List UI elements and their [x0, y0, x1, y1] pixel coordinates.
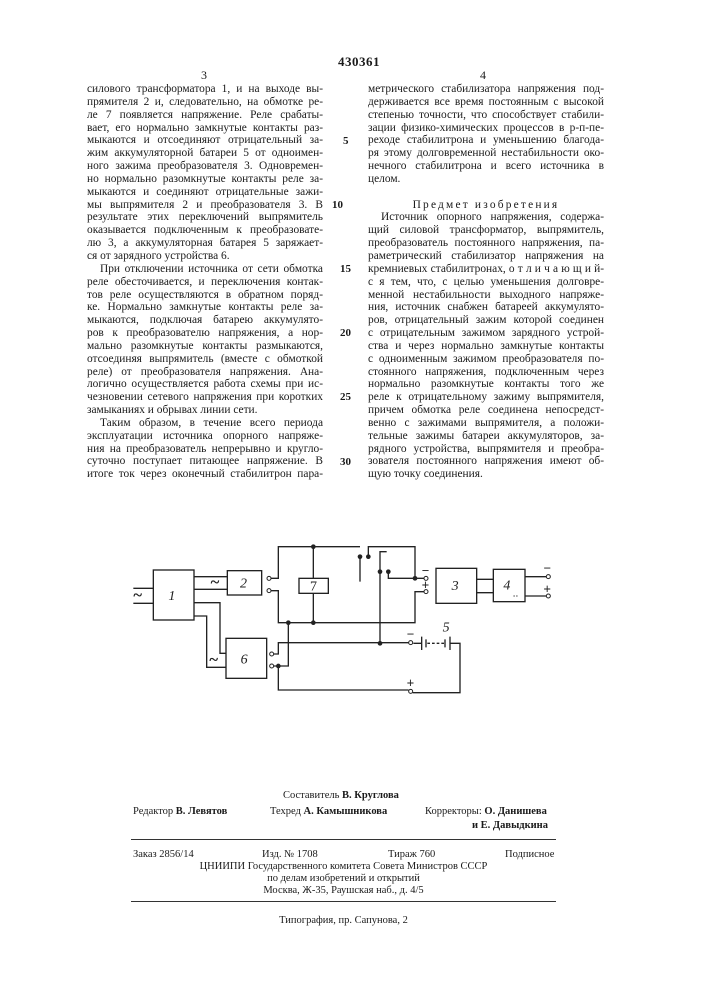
block-label: 6: [241, 652, 248, 667]
text-line: реле к отрицательному зажиму выпрямителя,: [368, 391, 604, 404]
text-line: тов реле осуществляются в обратном поряд-: [87, 289, 323, 302]
editor-label: Редактор: [133, 806, 173, 817]
text-line: менной нестабильности выходного напряже-: [368, 289, 604, 302]
line-number: 20: [340, 327, 351, 339]
text-line: итоге ток через оконечный стабилитрон пара-: [87, 468, 323, 481]
compiler-name: В. Круглова: [342, 790, 399, 801]
plus-sign: +: [543, 581, 551, 596]
text-line: с я тем, что, с целью уменьшения долговре-: [368, 276, 604, 289]
text-line: ся от зарядного устройства 6.: [87, 250, 323, 263]
printer: Типография, пр. Сапунова, 2: [131, 915, 556, 926]
text-line: степенью точности, что способствует стабили-: [368, 109, 604, 122]
text-line: реходе стабилитрона и уменьшению благода-: [368, 134, 604, 147]
block-label: 3: [451, 579, 459, 594]
text-line: тельные зажимы батареи аккумуляторов, за-: [368, 430, 604, 443]
text-line: суточно поступает питающее напряжение. В: [87, 455, 323, 468]
patent-number: 430361: [338, 54, 380, 70]
block-label: 2: [240, 576, 247, 591]
page-number-left: 3: [201, 68, 207, 83]
correctors-label: Корректоры:: [425, 806, 482, 817]
text-line: ров к преобразователю напряжения, а нор-: [87, 327, 323, 340]
line-number: 5: [343, 135, 349, 147]
text-line: преобразователь постоянного напряжения, па-: [368, 237, 604, 250]
text-line: ния, источник снабжен батареей аккумулято-: [368, 301, 604, 314]
minus-sign: −: [543, 561, 551, 576]
text-line: замыканиях и обрывах линии сети.: [87, 404, 323, 417]
text-line: вает, его нормально замкнутые контакты раз-: [87, 122, 323, 135]
block-label: 4: [503, 578, 510, 593]
divider: [131, 901, 556, 902]
text-line: чезновении сетевого напряжения при коротких: [87, 391, 323, 404]
line-number: 30: [340, 456, 351, 468]
text-line: мально разомкнутые контакты размыкаются,: [87, 340, 323, 353]
text-line: ря этому долговременной нестабильности око-: [368, 147, 604, 160]
editor: [133, 806, 227, 817]
text-line: При отключении источника от сети обмотка: [87, 263, 323, 276]
techred-label: Техред: [270, 806, 301, 817]
circulation: Тираж 760: [388, 849, 435, 860]
text-line: метрического стабилизатора напряжения под-: [368, 83, 604, 96]
text-line: причем обмотка реле соединена непосредст-: [368, 404, 604, 417]
text-line: с одноименным зажимом преобразователя по-: [368, 353, 604, 366]
text-line: ного зажима преобразователя 3. Одновремен-: [87, 160, 323, 173]
block-label: 1: [168, 589, 175, 604]
text-line: ства и через нормально замкнутые контакты: [368, 340, 604, 353]
order-number: Заказ 2856/14: [133, 849, 194, 860]
blank-line: [368, 186, 604, 199]
text-line: но нормально разомкнутые контакты реле за-: [87, 173, 323, 186]
text-line: Источник опорного напряжения, содержа-: [368, 211, 604, 224]
claims-heading: Предмет изобретения: [368, 199, 604, 212]
compiler: [283, 790, 399, 801]
text-line: стоянного напряжения, подключенным через: [368, 366, 604, 379]
line-number: 25: [340, 391, 351, 403]
text-line: целом.: [368, 173, 604, 186]
line-number: 10: [332, 199, 343, 211]
text-line: силового трансформатора 1, и на выходе вы-: [87, 83, 323, 96]
plus-sign: +: [407, 675, 415, 690]
ac-symbol: ~: [211, 572, 220, 591]
minus-sign: −: [422, 563, 430, 578]
text-line: кремниевых стабилитронах, о т л и ч а ю щ и й-: [368, 263, 604, 276]
compiler-label: Составитель: [283, 790, 339, 801]
text-line: реле обесточивается, и переключения контак-: [87, 276, 323, 289]
text-line: ров, отрицательный зажим которой соединен: [368, 314, 604, 327]
corrector-name: О. Данишева: [484, 806, 546, 817]
page-number-right: 4: [480, 68, 486, 83]
text-line: эксплуатации источника опорного напряже-: [87, 430, 323, 443]
battery-label: 5: [443, 621, 450, 636]
text-line: ке. Нормально замкнутые контакты реле за-: [87, 301, 323, 314]
block-label: 7: [310, 580, 317, 595]
divider: [131, 839, 556, 840]
text-line: рядного устройства, выпрямителя и преобра-: [368, 443, 604, 456]
text-line: ния на преобразователь непрерывно и кругло-: [87, 443, 323, 456]
circuit-diagram: [120, 530, 580, 700]
text-line: нормально разомкнутые контакты того же: [368, 378, 604, 391]
text-line: раметрический стабилизатор напряжения на: [368, 250, 604, 263]
text-line: мыкаются, подключая батарею аккумулято-: [87, 314, 323, 327]
text-line: ле 7 появляется напряжение. Реле срабаты-: [87, 109, 323, 122]
organization: по делам изобретений и открытий: [131, 873, 556, 884]
text-line: мыкаются и отсоединяют отрицательный за-: [87, 134, 323, 147]
organization: ЦНИИПИ Государственного комитета Совета Министров СССР: [131, 861, 556, 872]
text-line: прямителя 2 и, следовательно, на обмотке ре-: [87, 96, 323, 109]
text-line: жим аккумуляторной батареи 5 от одноимен-: [87, 147, 323, 160]
line-number: 15: [340, 263, 351, 275]
edition-number: Изд. № 1708: [262, 849, 318, 860]
left-text-column: [87, 83, 323, 481]
text-line: зации физико-химических процессов в р-п-пе-: [368, 122, 604, 135]
text-line: с отрицательным зажимом зарядного устрой-: [368, 327, 604, 340]
techred: [270, 806, 387, 817]
minus-sign: −: [407, 626, 415, 641]
ac-symbol: ~: [209, 650, 218, 669]
text-line: нечного стабилитрона и всего источника в: [368, 160, 604, 173]
text-line: Таким образом, в течение всего периода: [87, 417, 323, 430]
text-line: отсоединяя выпрямитель (вместе с обмоткой: [87, 353, 323, 366]
plus-sign: +: [422, 577, 430, 592]
text-line: реле) от преобразователя напряжения. Ана-: [87, 366, 323, 379]
text-line: щую точку соединения.: [368, 468, 604, 481]
text-line: лю 3, а аккумуляторная батарея 5 заряжает-: [87, 237, 323, 250]
text-line: мы выпрямителя 2 и преобразователя 3. В: [87, 199, 323, 212]
techred-name: А. Камышникова: [304, 806, 388, 817]
text-line: результате этих переключений выпрямитель: [87, 211, 323, 224]
subscription: Подписное: [505, 849, 554, 860]
text-line: держивается все время постоянным с высокой: [368, 96, 604, 109]
text-line: логично осуществляется работа схемы при ис-: [87, 378, 323, 391]
right-text-column: [368, 83, 604, 481]
address: Москва, Ж-35, Раушская наб., д. 4/5: [131, 885, 556, 896]
correctors: [425, 806, 547, 817]
text-line: зователя постоянного напряжения имеют об-: [368, 455, 604, 468]
text-line: венно с зажимами выпрямителя, а положи-: [368, 417, 604, 430]
text-line: мыкаются и соединяют отрицательные зажи-: [87, 186, 323, 199]
editor-name: В. Левятов: [176, 806, 228, 817]
text-line: щий силовой трансформатор, выпрямитель,: [368, 224, 604, 237]
corrector-name: и Е. Давыдкина: [472, 820, 548, 831]
text-line: оказывается подключенным к преобразовате-: [87, 224, 323, 237]
ac-symbol: ~: [133, 586, 142, 605]
